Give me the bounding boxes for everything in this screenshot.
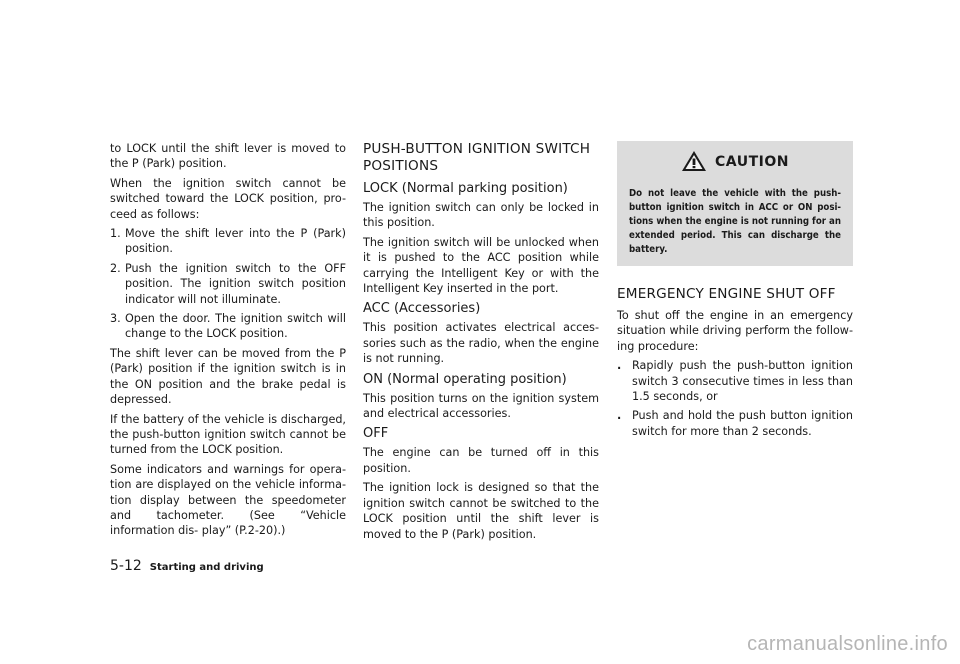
bullet-dot: . bbox=[617, 359, 622, 373]
paragraph: The ignition lock is designed so that the ignition switch cannot be switched to the LOCK position until the shift lever is moved to the P (Park) position. bbox=[363, 481, 599, 541]
caution-title: CAUTION bbox=[715, 154, 789, 171]
list-item bbox=[110, 226, 346, 257]
caution-box bbox=[617, 141, 853, 266]
paragraph: If the battery of the vehicle is discharged, the push-button ignition switch cannot be turned from the LOCK position. bbox=[110, 412, 346, 457]
bullet-text: Rapidly push the push-button ignition switch 3 consecutive times in less than 1.5 seconds, or bbox=[632, 359, 853, 404]
column-right bbox=[617, 141, 853, 443]
bullet-dot: . bbox=[617, 409, 622, 423]
bullet-item bbox=[617, 358, 853, 404]
bullet-text: Push and hold the push button ignition switch for more than 2 seconds. bbox=[632, 409, 853, 438]
list-number: 3. bbox=[110, 312, 121, 326]
page-footer bbox=[110, 558, 264, 574]
section-title: PUSH-BUTTON IGNITION SWITCH POSITIONS bbox=[363, 141, 591, 174]
paragraph: The ignition switch can only be locked in this position. bbox=[363, 201, 599, 230]
list-text: Move the shift lever into the P (Park) position. bbox=[125, 227, 346, 256]
list-number: 2. bbox=[110, 261, 121, 275]
column-middle bbox=[363, 141, 599, 546]
paragraph: When the ignition switch cannot be switched toward the LOCK position, pro- ceed as follows: bbox=[110, 176, 346, 221]
list-item bbox=[110, 261, 346, 307]
column-left bbox=[110, 141, 346, 543]
subheading-lock: LOCK (Normal parking position) bbox=[363, 181, 568, 196]
subheading-off: OFF bbox=[363, 426, 389, 442]
subheading-acc: ACC (Accessories) bbox=[363, 301, 481, 317]
paragraph: The shift lever can be moved from the P (Park) position if the ignition switch is in the ON position and the brake pedal is depressed. bbox=[110, 346, 346, 407]
paragraph: This position activates electrical acces- sories such as the radio, when the engine is not running. bbox=[363, 321, 599, 366]
paragraph: to LOCK until the shift lever is moved to the P (Park) position. bbox=[110, 142, 346, 171]
paragraph: To shut off the engine in an emergency situation while driving perform the follow- ing procedure: bbox=[617, 309, 853, 353]
list-text: Open the door. The ignition switch will change to the LOCK position. bbox=[125, 312, 346, 341]
subheading-on: ON (Normal operating position) bbox=[363, 371, 567, 387]
list-text: Push the ignition switch to the OFF position. The ignition switch position indicator will not illuminate. bbox=[125, 261, 346, 306]
page-number: 5-12 bbox=[110, 558, 142, 574]
paragraph: The engine can be turned off in this position. bbox=[363, 446, 599, 475]
paragraph: This position turns on the ignition system and electrical accessories. bbox=[363, 391, 599, 421]
bullet-item bbox=[617, 408, 853, 439]
list-item bbox=[110, 311, 346, 342]
section-name: Starting and driving bbox=[149, 562, 264, 573]
paragraph: Some indicators and warnings for opera- tion are displayed on the vehicle informa- tion display between the speedometer and tachometer. (See “Vehicle information dis- play” (P.2-20).) bbox=[110, 462, 346, 538]
watermark: carmanualsonline.info bbox=[747, 633, 948, 655]
caution-header bbox=[629, 151, 841, 175]
caution-text: Do not leave the vehicle with the push- button ignition switch in ACC or ON posi- tions when the engine is not running for an extended period. This can discharge the battery. bbox=[629, 188, 841, 255]
paragraph: The ignition switch will be unlocked when it is pushed to the ACC position while carrying the Intelligent Key or with the Intelligent Key inserted in the port. bbox=[363, 235, 599, 296]
section-title: EMERGENCY ENGINE SHUT OFF bbox=[617, 286, 836, 302]
warning-triangle-icon bbox=[681, 150, 707, 176]
list-number: 1. bbox=[110, 227, 121, 241]
